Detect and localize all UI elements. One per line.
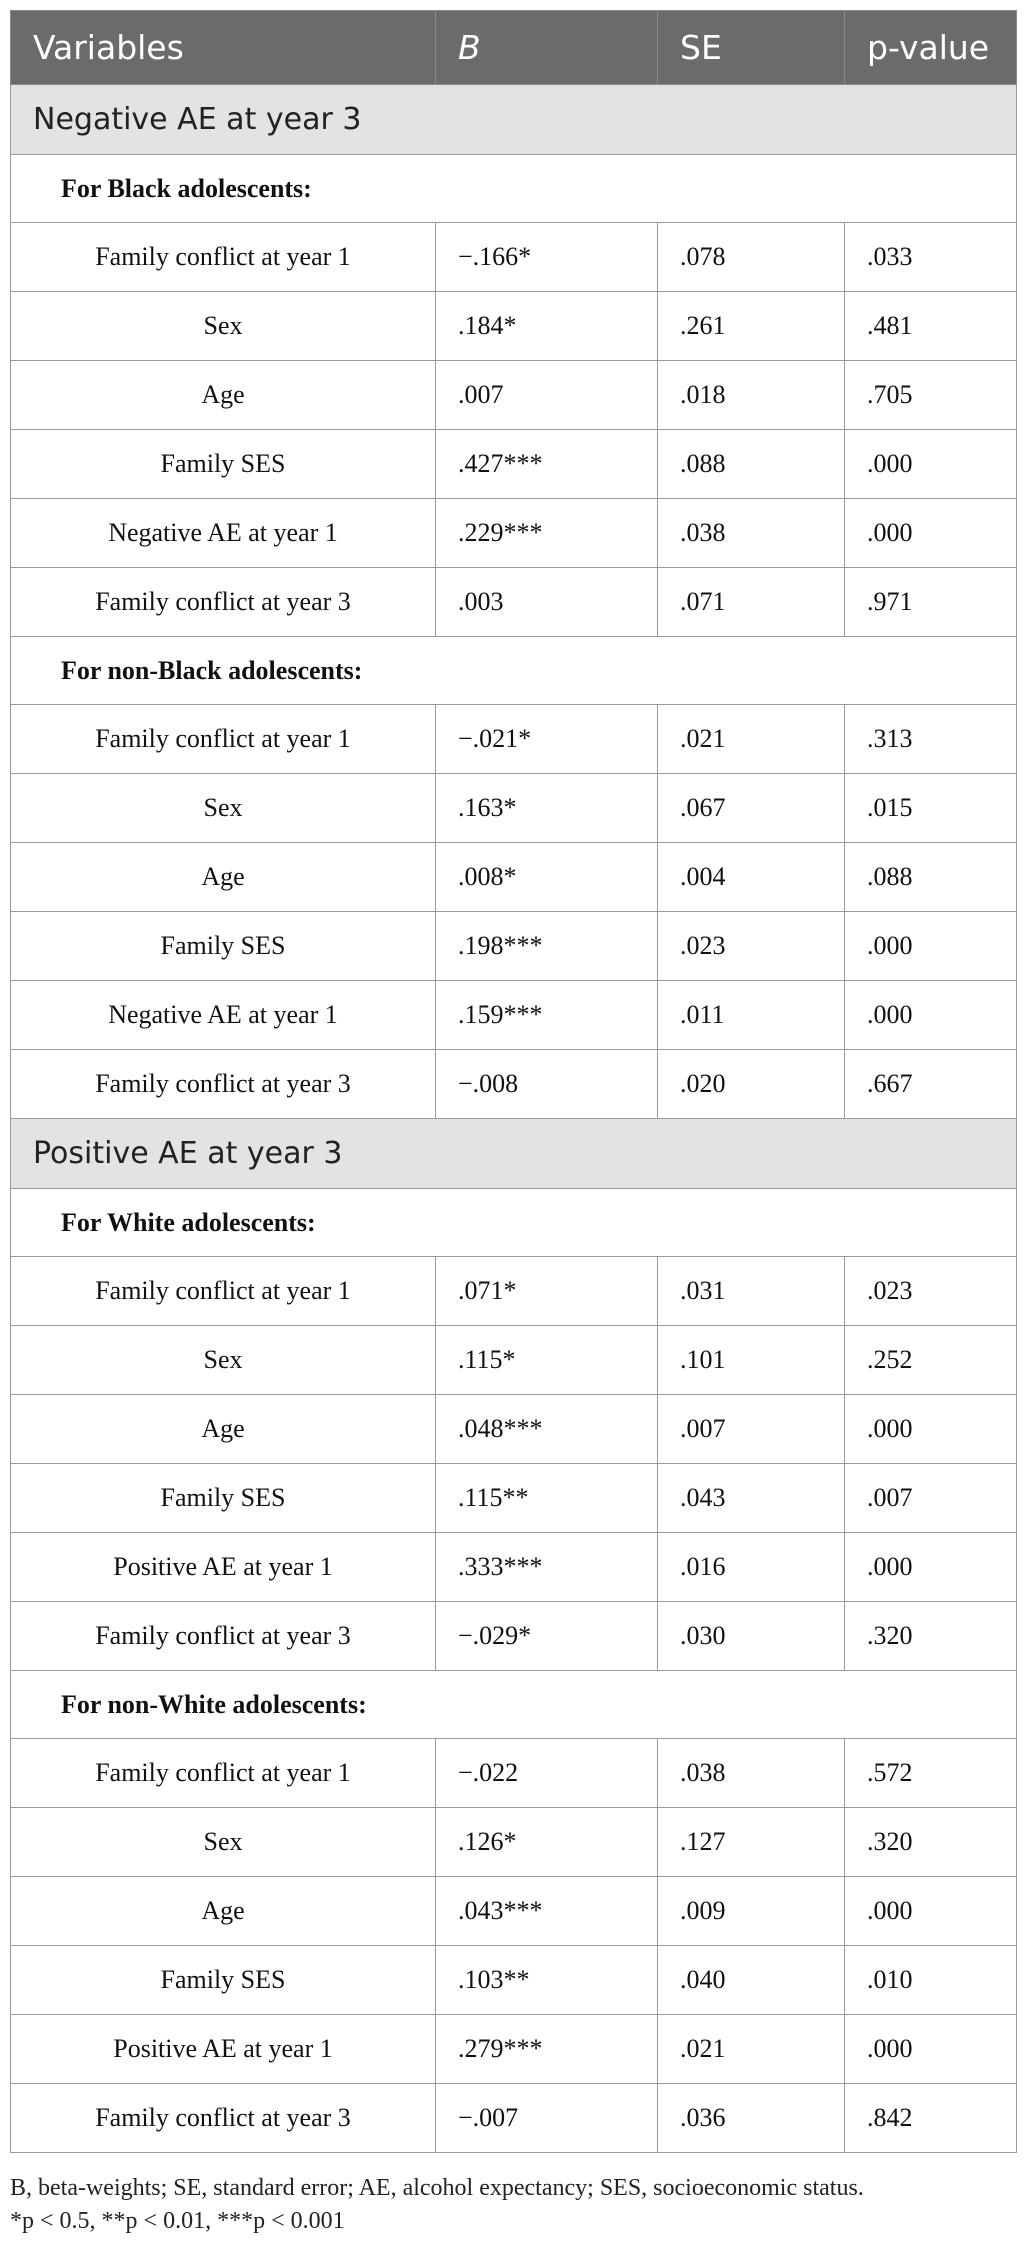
table-row <box>11 1464 1017 1533</box>
cell-se: .009 <box>658 1877 845 1946</box>
header-pvalue: p-value <box>845 11 1017 85</box>
group-title: For non-White adolescents: <box>11 1671 1017 1739</box>
cell-variable: Sex <box>11 774 436 843</box>
cell-variable: Family SES <box>11 430 436 499</box>
table-body <box>11 85 1017 2153</box>
section-title: Positive AE at year 3 <box>11 1119 1017 1189</box>
cell-se: .067 <box>658 774 845 843</box>
cell-se: .261 <box>658 292 845 361</box>
table-row <box>11 430 1017 499</box>
cell-pvalue: .313 <box>845 705 1017 774</box>
footnote-significance: *p < 0.5, **p < 0.01, ***p < 0.001 <box>10 2208 345 2234</box>
table-row <box>11 912 1017 981</box>
cell-pvalue: .000 <box>845 1395 1017 1464</box>
cell-se: .101 <box>658 1326 845 1395</box>
cell-variable: Family conflict at year 3 <box>11 1602 436 1671</box>
table-row <box>11 361 1017 430</box>
results-table-container <box>10 10 1016 2153</box>
cell-se: .021 <box>658 2015 845 2084</box>
cell-b: −.166* <box>436 223 658 292</box>
cell-b: .198*** <box>436 912 658 981</box>
cell-variable: Age <box>11 1877 436 1946</box>
table-row <box>11 1808 1017 1877</box>
cell-se: .020 <box>658 1050 845 1119</box>
table-footnotes <box>10 2172 1016 2238</box>
cell-pvalue: .010 <box>845 1946 1017 2015</box>
cell-se: .036 <box>658 2084 845 2153</box>
cell-se: .021 <box>658 705 845 774</box>
table-row <box>11 223 1017 292</box>
cell-variable: Sex <box>11 292 436 361</box>
table-row <box>11 568 1017 637</box>
cell-pvalue: .000 <box>845 2015 1017 2084</box>
cell-b: .043*** <box>436 1877 658 1946</box>
table-row <box>11 774 1017 843</box>
table-row <box>11 1326 1017 1395</box>
group-title: For Black adolescents: <box>11 155 1017 223</box>
cell-variable: Age <box>11 843 436 912</box>
cell-pvalue: .000 <box>845 912 1017 981</box>
cell-b: −.007 <box>436 2084 658 2153</box>
cell-se: .071 <box>658 568 845 637</box>
table-row <box>11 1602 1017 1671</box>
cell-b: .008* <box>436 843 658 912</box>
cell-pvalue: .007 <box>845 1464 1017 1533</box>
cell-se: .016 <box>658 1533 845 1602</box>
header-b: B <box>436 11 658 85</box>
table-row <box>11 2015 1017 2084</box>
section-row <box>11 1119 1017 1189</box>
table-row <box>11 1050 1017 1119</box>
cell-pvalue: .252 <box>845 1326 1017 1395</box>
table-row <box>11 292 1017 361</box>
cell-b: .103** <box>436 1946 658 2015</box>
cell-variable: Family conflict at year 1 <box>11 223 436 292</box>
cell-se: .040 <box>658 1946 845 2015</box>
cell-se: .038 <box>658 499 845 568</box>
cell-b: .163* <box>436 774 658 843</box>
cell-variable: Family conflict at year 1 <box>11 1739 436 1808</box>
cell-pvalue: .572 <box>845 1739 1017 1808</box>
cell-pvalue: .971 <box>845 568 1017 637</box>
cell-b: .003 <box>436 568 658 637</box>
cell-b: .229*** <box>436 499 658 568</box>
table-row <box>11 499 1017 568</box>
cell-pvalue: .088 <box>845 843 1017 912</box>
cell-variable: Age <box>11 1395 436 1464</box>
cell-se: .007 <box>658 1395 845 1464</box>
cell-variable: Family conflict at year 3 <box>11 2084 436 2153</box>
cell-b: .115** <box>436 1464 658 1533</box>
cell-b: .159*** <box>436 981 658 1050</box>
cell-b: .333*** <box>436 1533 658 1602</box>
cell-se: .043 <box>658 1464 845 1533</box>
cell-pvalue: .705 <box>845 361 1017 430</box>
cell-b: −.022 <box>436 1739 658 1808</box>
table-row <box>11 1739 1017 1808</box>
table-row <box>11 1395 1017 1464</box>
cell-se: .031 <box>658 1257 845 1326</box>
cell-variable: Age <box>11 361 436 430</box>
table-row <box>11 705 1017 774</box>
cell-variable: Negative AE at year 1 <box>11 499 436 568</box>
cell-pvalue: .000 <box>845 1533 1017 1602</box>
cell-variable: Family SES <box>11 912 436 981</box>
cell-se: .088 <box>658 430 845 499</box>
table-row <box>11 843 1017 912</box>
cell-pvalue: .842 <box>845 2084 1017 2153</box>
cell-variable: Family conflict at year 1 <box>11 1257 436 1326</box>
cell-variable: Positive AE at year 1 <box>11 1533 436 1602</box>
cell-pvalue: .320 <box>845 1602 1017 1671</box>
cell-variable: Family SES <box>11 1464 436 1533</box>
section-row <box>11 85 1017 155</box>
cell-variable: Negative AE at year 1 <box>11 981 436 1050</box>
cell-b: .126* <box>436 1808 658 1877</box>
footnote-abbreviations: B, beta-weights; SE, standard error; AE, alcohol expectancy; SES, socioeconomic status. <box>10 2175 864 2201</box>
cell-se: .023 <box>658 912 845 981</box>
section-title: Negative AE at year 3 <box>11 85 1017 155</box>
cell-se: .127 <box>658 1808 845 1877</box>
cell-variable: Family conflict at year 1 <box>11 705 436 774</box>
group-row <box>11 1671 1017 1739</box>
table-header-row <box>11 11 1017 85</box>
table-row <box>11 981 1017 1050</box>
cell-b: .007 <box>436 361 658 430</box>
group-row <box>11 1189 1017 1257</box>
cell-pvalue: .023 <box>845 1257 1017 1326</box>
table-row <box>11 2084 1017 2153</box>
table-row <box>11 1877 1017 1946</box>
cell-variable: Positive AE at year 1 <box>11 2015 436 2084</box>
cell-b: .048*** <box>436 1395 658 1464</box>
cell-pvalue: .000 <box>845 981 1017 1050</box>
cell-variable: Sex <box>11 1326 436 1395</box>
cell-variable: Family conflict at year 3 <box>11 568 436 637</box>
cell-pvalue: .000 <box>845 499 1017 568</box>
group-title: For non-Black adolescents: <box>11 637 1017 705</box>
cell-pvalue: .320 <box>845 1808 1017 1877</box>
cell-pvalue: .015 <box>845 774 1017 843</box>
cell-pvalue: .000 <box>845 1877 1017 1946</box>
group-row <box>11 637 1017 705</box>
cell-variable: Family conflict at year 3 <box>11 1050 436 1119</box>
group-row <box>11 155 1017 223</box>
cell-variable: Sex <box>11 1808 436 1877</box>
group-title: For White adolescents: <box>11 1189 1017 1257</box>
cell-se: .018 <box>658 361 845 430</box>
cell-pvalue: .033 <box>845 223 1017 292</box>
table-row <box>11 1533 1017 1602</box>
table-row <box>11 1257 1017 1326</box>
cell-se: .011 <box>658 981 845 1050</box>
cell-se: .078 <box>658 223 845 292</box>
cell-se: .038 <box>658 1739 845 1808</box>
cell-b: .184* <box>436 292 658 361</box>
cell-b: −.008 <box>436 1050 658 1119</box>
cell-variable: Family SES <box>11 1946 436 2015</box>
table-row <box>11 1946 1017 2015</box>
header-variables: Variables <box>11 11 436 85</box>
cell-b: .115* <box>436 1326 658 1395</box>
cell-se: .004 <box>658 843 845 912</box>
cell-se: .030 <box>658 1602 845 1671</box>
cell-pvalue: .000 <box>845 430 1017 499</box>
cell-pvalue: .481 <box>845 292 1017 361</box>
cell-b: .427*** <box>436 430 658 499</box>
cell-b: .071* <box>436 1257 658 1326</box>
cell-b: −.021* <box>436 705 658 774</box>
cell-b: .279*** <box>436 2015 658 2084</box>
cell-pvalue: .667 <box>845 1050 1017 1119</box>
cell-b: −.029* <box>436 1602 658 1671</box>
regression-results-table <box>10 10 1017 2153</box>
header-se: SE <box>658 11 845 85</box>
